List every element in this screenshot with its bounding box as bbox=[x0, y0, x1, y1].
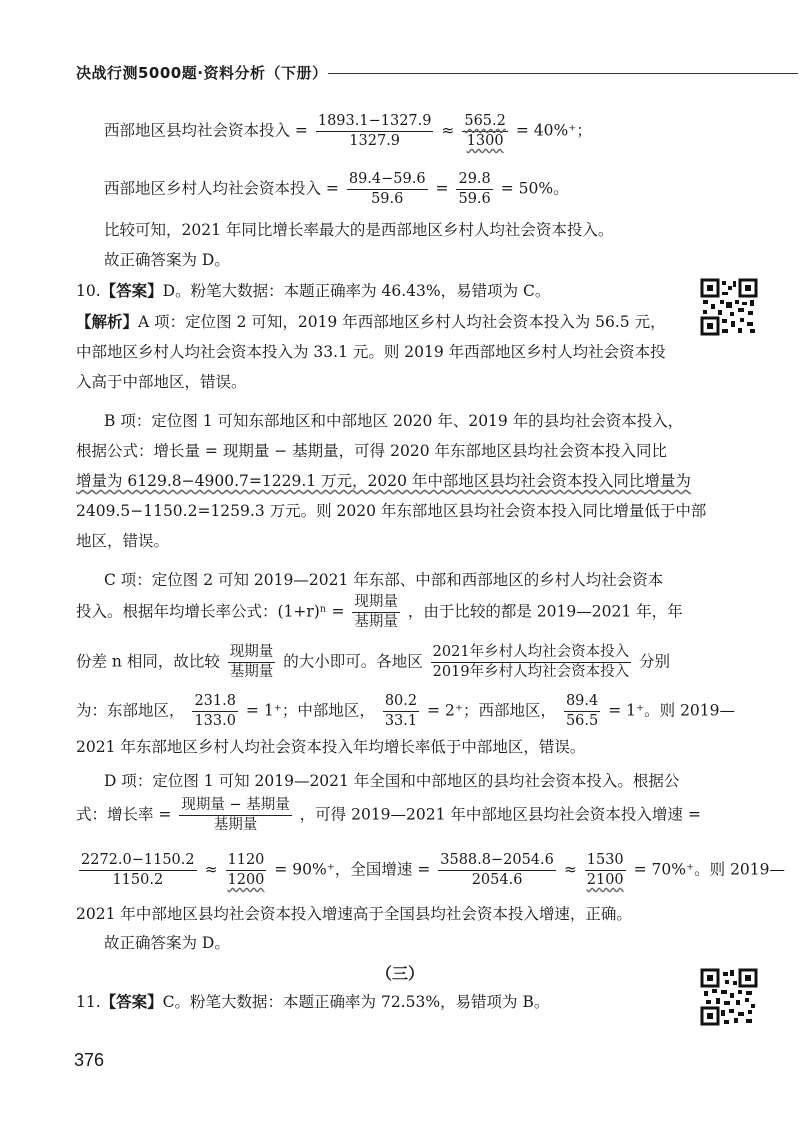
text: 分别 bbox=[639, 652, 671, 671]
numerator: 29.8 bbox=[458, 171, 491, 187]
text: 式：增长率 = bbox=[76, 805, 172, 824]
analysis-a-line-3: 入高于中部地区，错误。 bbox=[76, 373, 247, 391]
question-10-answer bbox=[76, 280, 550, 302]
text: = 1⁺。则 2019— bbox=[608, 701, 736, 720]
answer-text: C。粉笔大数据：本题正确率为 72.53%，易错项为 B。 bbox=[162, 993, 550, 1011]
fraction bbox=[352, 593, 400, 632]
text: = 70%⁺。则 2019— bbox=[633, 860, 786, 879]
text: 份差 n 相同，故比较 bbox=[76, 652, 220, 671]
analysis-b-line-5: 地区，错误。 bbox=[76, 532, 170, 550]
denominator: 1200 bbox=[227, 872, 265, 888]
denominator: 2019年乡村人均社会资本投入 bbox=[432, 664, 630, 680]
question-number: 10. bbox=[76, 282, 101, 300]
fraction bbox=[347, 170, 428, 209]
analysis-b-line-2: 根据公式：增长量 = 现期量 − 基期量，可得 2020 年东部地区县均社会资本投入同比 bbox=[76, 442, 667, 460]
numerator: 2021年乡村人均社会资本投入 bbox=[432, 644, 630, 660]
text: ，可得 2019—2021 年中部地区县均社会资本投入增速 = bbox=[299, 805, 701, 824]
approx-sign: ≈ bbox=[441, 121, 455, 140]
fraction bbox=[383, 692, 419, 731]
denominator: 56.5 bbox=[565, 713, 599, 729]
denominator: 33.1 bbox=[384, 713, 418, 729]
formula-label: 西部地区县均社会资本投入 = bbox=[104, 121, 308, 140]
formula-result: = 50%。 bbox=[500, 179, 569, 198]
analysis-c-line-4 bbox=[76, 692, 735, 731]
fraction bbox=[585, 851, 626, 890]
analysis-c-line-2 bbox=[76, 593, 683, 632]
denominator: 2100 bbox=[586, 872, 624, 888]
formula-west-county bbox=[104, 112, 592, 151]
denominator: 1150.2 bbox=[79, 870, 197, 890]
numerator: 231.8 bbox=[194, 693, 236, 709]
compare-text: 比较可知，2021 年同比增长率最大的是西部地区乡村人均社会资本投入。 bbox=[104, 221, 614, 239]
qr-code-icon[interactable] bbox=[700, 968, 758, 1026]
analysis-a-line-1 bbox=[76, 311, 666, 333]
fraction bbox=[79, 851, 197, 890]
analysis-d-line-1: D 项：定位图 1 可知 2019—2021 年全国和中部地区的县均社会资本投入。根据公 bbox=[104, 772, 680, 790]
answer-tag: 【答案】 bbox=[100, 992, 163, 1011]
header-rule bbox=[328, 73, 798, 74]
fraction bbox=[226, 851, 267, 890]
denominator: 59.6 bbox=[347, 189, 428, 209]
analysis-d-line-4: 2021 年中部地区县均社会资本投入增速高于全国县均社会资本投入增速，正确。 bbox=[76, 905, 632, 923]
text: ，由于比较的都是 2019—2021 年，年 bbox=[407, 602, 683, 621]
denominator: 基期量 bbox=[354, 614, 398, 630]
fraction bbox=[462, 112, 508, 151]
qr-code-icon[interactable] bbox=[700, 278, 758, 336]
numerator: 1120 bbox=[227, 852, 265, 868]
numerator: 1893.1−1327.9 bbox=[317, 113, 432, 129]
formula-result: = 40%⁺； bbox=[515, 121, 592, 140]
formula-west-rural bbox=[104, 170, 569, 209]
fraction bbox=[179, 796, 291, 835]
text: 为：东部地区， bbox=[76, 701, 185, 720]
formula-label: 西部地区乡村人均社会资本投入 = bbox=[104, 179, 339, 198]
denominator: 59.6 bbox=[458, 191, 491, 207]
numerator: 89.4 bbox=[565, 693, 599, 709]
denominator: 1327.9 bbox=[316, 131, 434, 151]
fraction bbox=[438, 851, 556, 890]
analysis-text: A 项：定位图 2 可知，2019 年西部地区乡村人均社会资本投入为 56.5 元， bbox=[138, 313, 666, 331]
fraction bbox=[564, 692, 600, 731]
numerator: 2272.0−1150.2 bbox=[81, 852, 195, 868]
analysis-c-line-3 bbox=[76, 643, 670, 682]
numerator: 现期量 bbox=[354, 594, 398, 610]
fraction bbox=[228, 643, 276, 682]
text: = 1⁺；中部地区， bbox=[245, 701, 375, 720]
analysis-a-line-2: 中部地区乡村人均社会资本投入为 33.1 元。则 2019 年西部地区乡村人均社会资本投 bbox=[76, 343, 666, 361]
analysis-c-line-1: C 项：定位图 2 可知 2019—2021 年东部、中部和西部地区的乡村人均社会资本 bbox=[104, 571, 664, 589]
analysis-tag: 【解析】 bbox=[76, 312, 139, 331]
question-11-answer bbox=[76, 991, 549, 1013]
analysis-c-line-5: 2021 年东部地区乡村人均社会资本投入年均增长率低于中部地区，错误。 bbox=[76, 738, 586, 756]
approx-sign: ≈ bbox=[563, 860, 577, 879]
answer-text: D。粉笔大数据：本题正确率为 46.43%，易错项为 C。 bbox=[162, 282, 551, 300]
text: 投入。根据年均增长率公式：(1+r)ⁿ = bbox=[76, 602, 345, 621]
numerator: 1530 bbox=[586, 852, 624, 868]
page-number: 376 bbox=[74, 1050, 105, 1070]
numerator: 现期量 bbox=[229, 644, 274, 660]
numerator: 89.4−59.6 bbox=[348, 171, 426, 187]
text: = 2⁺；西部地区， bbox=[427, 701, 557, 720]
numerator: 3588.8−2054.6 bbox=[440, 852, 554, 868]
question-number: 11. bbox=[76, 993, 101, 1011]
analysis-b-line-1: B 项：定位图 1 可知东部地区和中部地区 2020 年、2019 年的县均社会资本投入， bbox=[104, 412, 684, 430]
fraction bbox=[192, 692, 238, 731]
analysis-b-line-3: 增量为 6129.8−4900.7=1229.1 万元，2020 年中部地区县均社会资本投入同比增量为 bbox=[76, 472, 691, 490]
answer-line: 故正确答案为 D。 bbox=[104, 934, 230, 952]
denominator: 基期量 bbox=[179, 815, 291, 835]
text: 的大小即可。各地区 bbox=[283, 652, 423, 671]
running-header bbox=[76, 62, 736, 86]
approx-sign: ≈ bbox=[204, 860, 218, 879]
fraction bbox=[316, 112, 434, 151]
text: = 90%⁺，全国增速 = bbox=[274, 860, 431, 879]
denominator: 基期量 bbox=[229, 664, 274, 680]
numerator: 现期量 − 基期量 bbox=[181, 797, 290, 813]
analysis-b-line-4: 2409.5−1150.2=1259.3 万元。则 2020 年东部地区县均社会资本投入同比增量低于中部 bbox=[76, 502, 707, 520]
equals-sign: = bbox=[435, 179, 449, 198]
answer-tag: 【答案】 bbox=[100, 281, 163, 300]
analysis-d-line-2 bbox=[76, 796, 701, 835]
denominator: 1300 bbox=[462, 131, 508, 151]
section-heading: （三） bbox=[375, 964, 424, 983]
denominator: 2054.6 bbox=[438, 870, 556, 890]
answer-line: 故正确答案为 D。 bbox=[104, 251, 230, 269]
analysis-d-line-3 bbox=[76, 851, 785, 890]
fraction bbox=[456, 170, 492, 209]
denominator: 133.0 bbox=[194, 713, 236, 729]
numerator: 565.2 bbox=[464, 113, 506, 129]
fraction bbox=[431, 643, 631, 682]
numerator: 80.2 bbox=[384, 693, 418, 709]
book-title: 决战行测5000题·资料分析（下册） bbox=[76, 64, 328, 82]
